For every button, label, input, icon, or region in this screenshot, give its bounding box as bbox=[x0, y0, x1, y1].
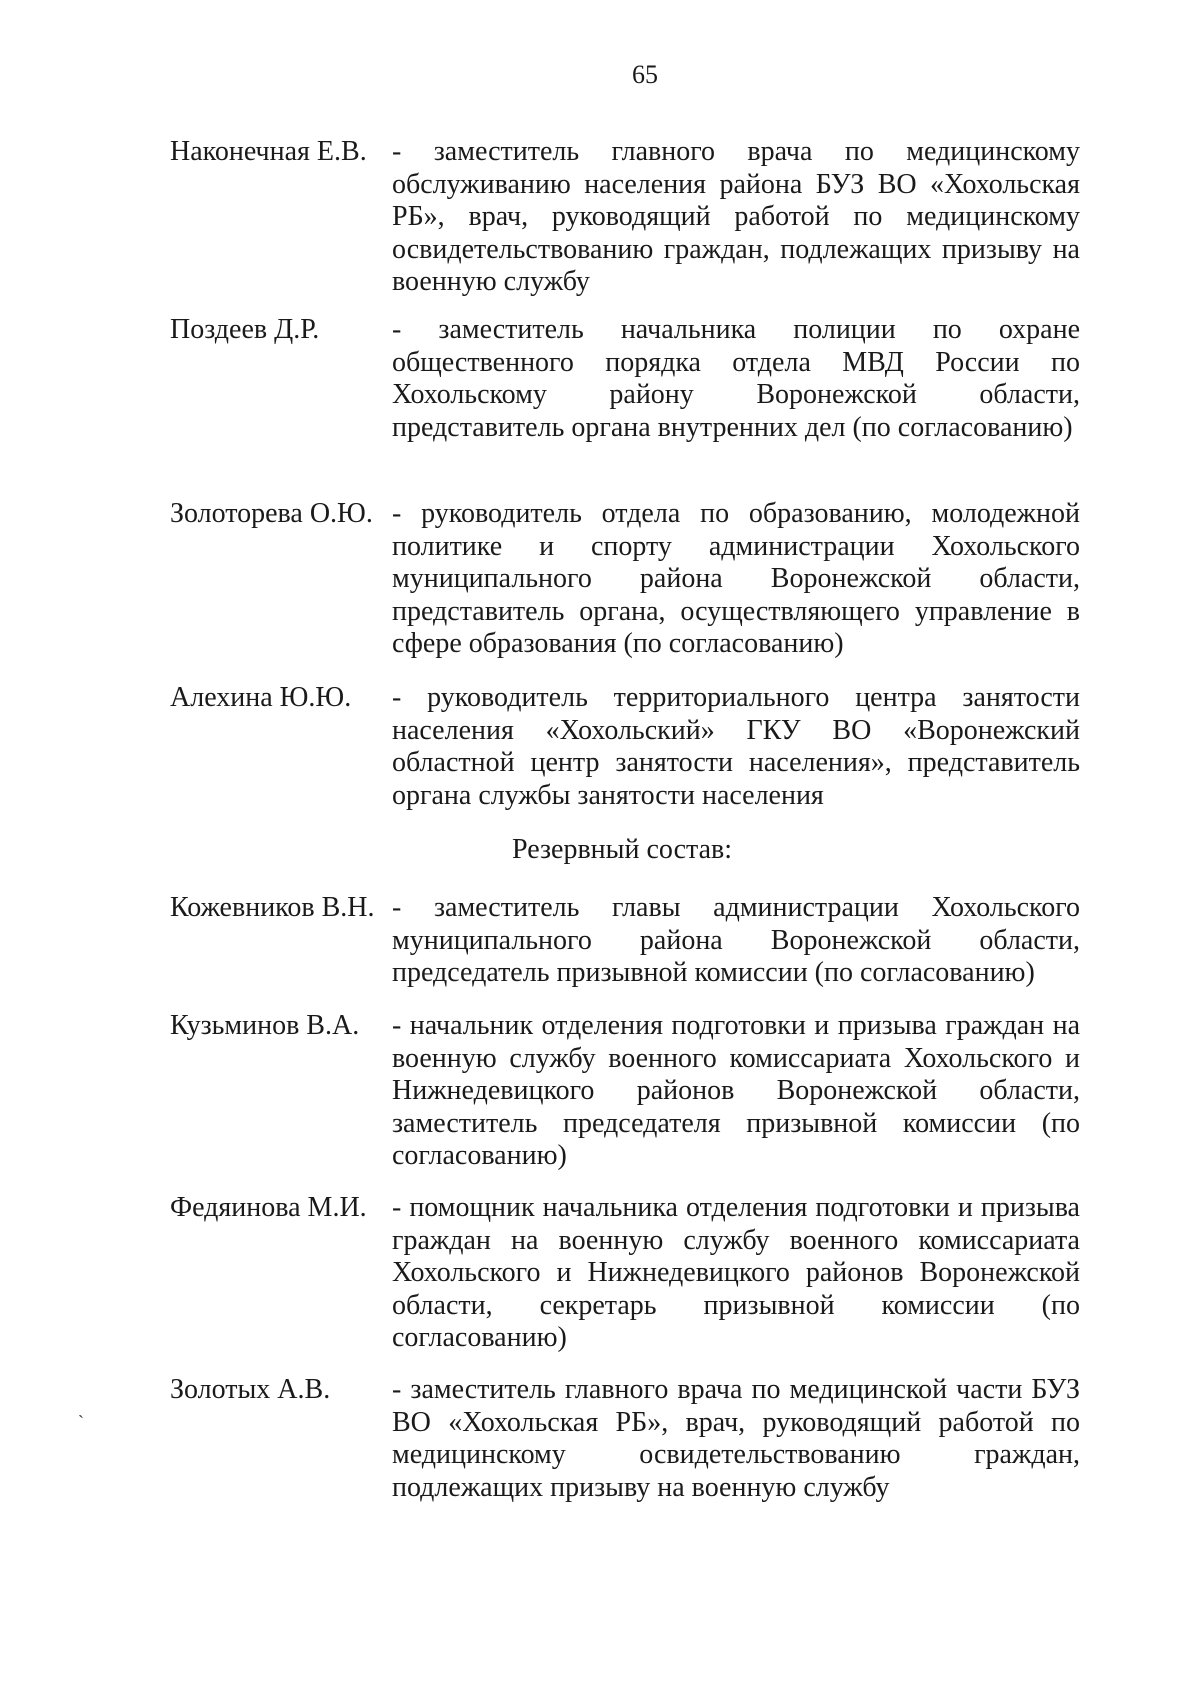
member-name: Федяинова М.И. bbox=[170, 1192, 367, 1223]
reserve-member-entry bbox=[170, 1010, 1080, 1173]
reserve-member-entry bbox=[170, 892, 1080, 990]
member-description: - руководитель территориального центра занятости населения «Хохольский» ГКУ ВО «Воронежский областной центр занятости населения», представитель органа службы занятости населения bbox=[392, 682, 1080, 811]
member-name: Золотых А.В. bbox=[170, 1374, 331, 1405]
member-description: - заместитель начальника полиции по охране общественного порядка отдела МВД России по Хохольскому району Воронежской области, представитель органа внутренних дел (по согласованию) bbox=[392, 314, 1080, 443]
member-name: Золоторева О.Ю. bbox=[170, 498, 373, 529]
member-name: Кожевников В.Н. bbox=[170, 892, 375, 923]
member-description: - заместитель главного врача по медицинскому обслуживанию населения района БУЗ ВО «Хохольская РБ», врач, руководящий работой по медицинскому освидетельствованию граждан, подлежащих призыву на военную службу bbox=[392, 136, 1080, 297]
member-entry bbox=[170, 498, 1080, 661]
member-entry bbox=[170, 314, 1080, 444]
member-name: Кузьминов В.А. bbox=[170, 1010, 360, 1041]
reserve-member-entry bbox=[170, 1374, 1080, 1504]
member-description: - помощник начальника отделения подготовки и призыва граждан на военную службу военного комиссариата Хохольского и Нижнедевицкого районов Воронежской области, секретарь призывной комиссии (по согласованию) bbox=[392, 1192, 1080, 1353]
member-description: - руководитель отдела по образованию, молодежной политике и спорту администрации Хохольского муниципального района Воронежской области, представитель органа, осуществляющего управление в сфере образования (по согласованию) bbox=[392, 498, 1080, 659]
scan-artifact-mark: ˎ bbox=[78, 1398, 84, 1418]
reserve-heading: Резервный состав: bbox=[512, 834, 733, 865]
member-description: - заместитель главы администрации Хохольского муниципального района Воронежской области, председатель призывной комиссии (по согласованию) bbox=[392, 892, 1080, 988]
member-name: Наконечная Е.В. bbox=[170, 136, 367, 167]
reserve-member-entry bbox=[170, 1192, 1080, 1355]
member-description: - начальник отделения подготовки и призыва граждан на военную службу военного комиссариата Хохольского и Нижнедевицкого районов Воронежской области, заместитель председателя призывной комиссии (по согласованию) bbox=[392, 1010, 1080, 1171]
member-name: Поздеев Д.Р. bbox=[170, 314, 320, 345]
member-entry bbox=[170, 136, 1080, 299]
page-number: 65 bbox=[632, 60, 658, 89]
member-entry bbox=[170, 682, 1080, 812]
member-name: Алехина Ю.Ю. bbox=[170, 682, 352, 713]
member-description: - заместитель главного врача по медицинской части БУЗ ВО «Хохольская РБ», врач, руководящий работой по медицинскому освидетельствованию граждан, подлежащих призыву на военную службу bbox=[392, 1374, 1080, 1503]
